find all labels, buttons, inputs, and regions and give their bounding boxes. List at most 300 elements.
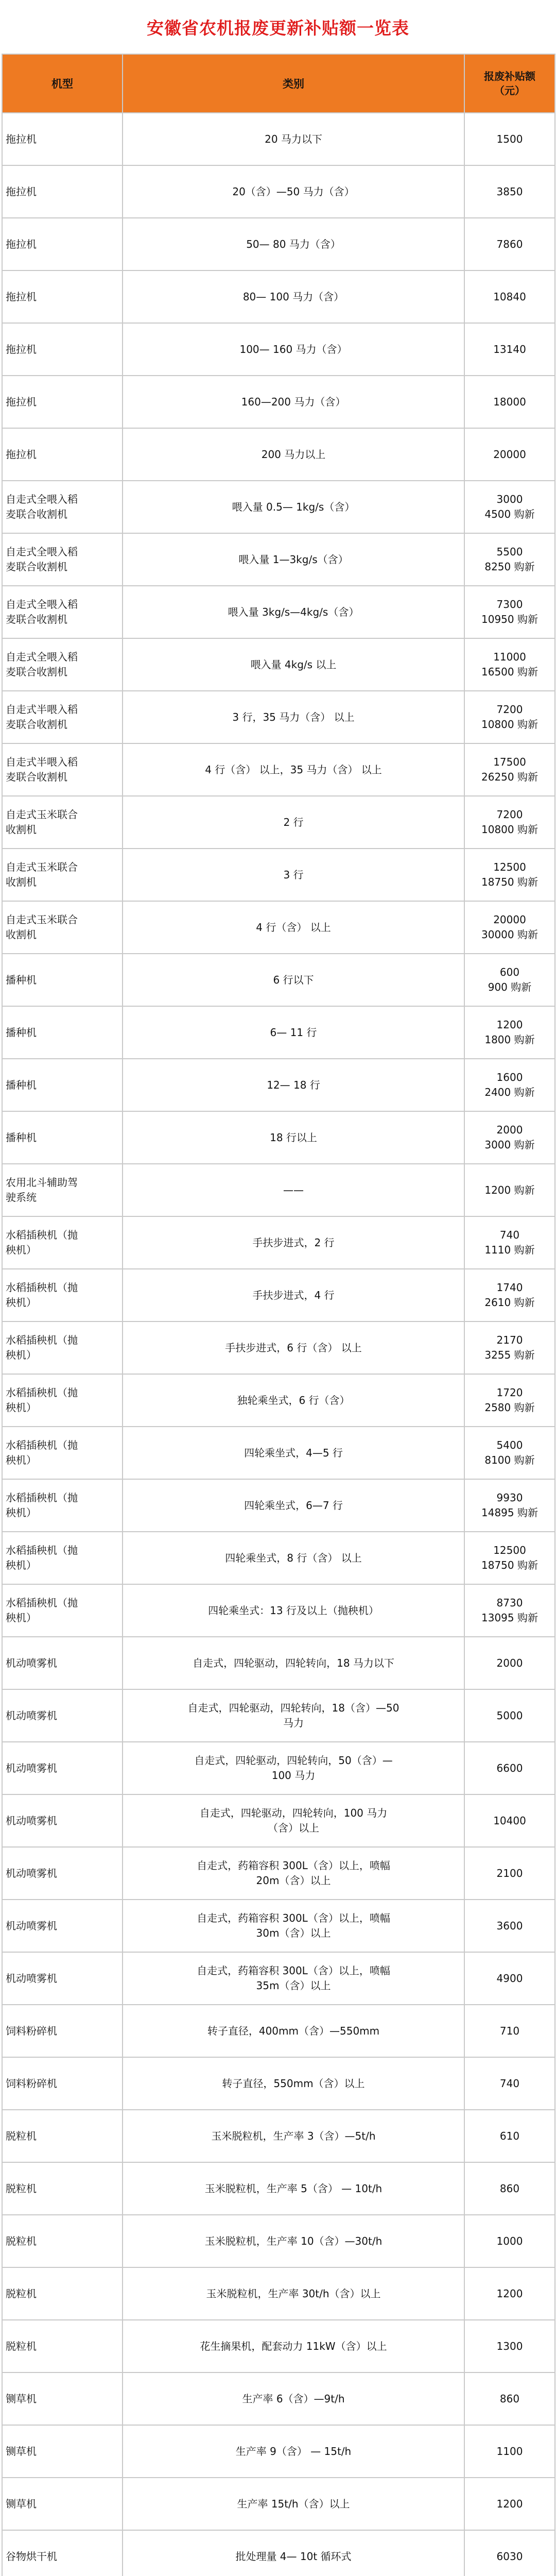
machine-type-cell-text: 脱粒机 xyxy=(6,2182,37,2195)
category-cell xyxy=(123,533,464,586)
subsidy-amount-cell xyxy=(464,1006,555,1059)
subsidy-amount-cell xyxy=(464,270,555,323)
category-cell-text: 生产率 15t/h（含）以上 xyxy=(237,2497,350,2510)
category-cell-text: 160—200 马力（含） xyxy=(241,395,346,408)
category-cell-text: 喂入量 3kg/s—4kg/s（含） xyxy=(228,605,359,618)
subsidy-amount-cell-text: 11000 16500 购新 xyxy=(481,651,538,678)
subsidy-amount-cell-text: 7200 10800 购新 xyxy=(481,703,538,731)
table-row xyxy=(2,2215,555,2267)
category-cell xyxy=(123,2267,464,2320)
table-row xyxy=(2,2530,555,2576)
category-cell xyxy=(123,1216,464,1269)
subsidy-amount-cell xyxy=(464,1952,555,2005)
subsidy-amount-cell xyxy=(464,2005,555,2057)
machine-type-cell xyxy=(2,1532,123,1584)
machine-type-cell-text: 水稻插秧机（抛 秧机） xyxy=(6,1281,78,1309)
category-cell-text: 四轮乘坐式，8 行（含） 以上 xyxy=(225,1551,362,1564)
subsidy-amount-cell xyxy=(464,1164,555,1216)
category-cell xyxy=(123,270,464,323)
category-cell xyxy=(123,1111,464,1164)
machine-type-cell-text: 水稻插秧机（抛 秧机） xyxy=(6,1544,78,1571)
category-cell-text: 喂入量 4kg/s 以上 xyxy=(250,658,337,671)
machine-type-cell xyxy=(2,2320,123,2372)
table-row xyxy=(2,849,555,901)
machine-type-cell xyxy=(2,1374,123,1427)
machine-type-cell-text: 机动喷雾机 xyxy=(6,1867,57,1879)
subsidy-amount-cell-text: 2170 3255 购新 xyxy=(484,1334,535,1361)
table-row xyxy=(2,2320,555,2372)
subsidy-amount-cell-text: 860 xyxy=(499,2182,520,2195)
category-cell-text: 20（含）—50 马力（含） xyxy=(232,185,355,198)
machine-type-cell xyxy=(2,1269,123,1321)
machine-type-cell-text: 拖拉机 xyxy=(6,448,37,461)
category-cell-text: 2 行 xyxy=(283,816,304,828)
subsidy-amount-cell xyxy=(464,113,555,165)
subsidy-amount-cell-text: 7860 xyxy=(496,238,523,250)
category-cell-text: 玉米脱粒机，生产率 10（含）—30t/h xyxy=(204,2234,383,2247)
category-cell-text: —— xyxy=(283,1183,304,1196)
subsidy-amount-cell-text: 1200 xyxy=(496,2287,523,2300)
machine-type-cell-text: 机动喷雾机 xyxy=(6,1972,57,1985)
machine-type-cell-text: 铡草机 xyxy=(6,2392,37,2405)
machine-type-cell xyxy=(2,954,123,1006)
category-cell-text: 四轮乘坐式，6—7 行 xyxy=(244,1499,343,1512)
subsidy-amount-cell-text: 710 xyxy=(499,2024,520,2037)
category-cell xyxy=(123,586,464,638)
category-cell xyxy=(123,1479,464,1532)
subsidy-amount-cell xyxy=(464,1532,555,1584)
subsidy-amount-cell-text: 5500 8250 购新 xyxy=(484,546,535,573)
subsidy-amount-cell-text: 860 xyxy=(499,2392,520,2405)
machine-type-cell-text: 自走式全喂入稻 麦联合收割机 xyxy=(6,598,78,625)
category-cell xyxy=(123,1059,464,1111)
table-row xyxy=(2,1637,555,1689)
machine-type-cell xyxy=(2,1111,123,1164)
machine-type-cell xyxy=(2,691,123,743)
table-row xyxy=(2,954,555,1006)
machine-type-cell xyxy=(2,1321,123,1374)
subsidy-amount-cell xyxy=(464,376,555,428)
category-cell xyxy=(123,323,464,376)
category-cell-text: 玉米脱粒机，生产率 3（含）—5t/h xyxy=(211,2129,376,2142)
table-row xyxy=(2,1847,555,1900)
category-cell-text: 手扶步进式，2 行 xyxy=(252,1236,335,1249)
table-row xyxy=(2,1427,555,1479)
machine-type-cell-text: 播种机 xyxy=(6,973,37,986)
machine-type-cell-text: 拖拉机 xyxy=(6,238,37,250)
subsidy-amount-cell-text: 8730 13095 购新 xyxy=(481,1597,538,1624)
subsidy-amount-cell-text: 1200 购新 xyxy=(484,1183,535,1196)
table-row xyxy=(2,2005,555,2057)
table-row xyxy=(2,1269,555,1321)
category-cell xyxy=(123,1164,464,1216)
category-cell xyxy=(123,1584,464,1637)
category-cell xyxy=(123,638,464,691)
subsidy-amount-cell-text: 12500 18750 购新 xyxy=(481,1544,538,1571)
category-cell-text: 生产率 9（含） — 15t/h xyxy=(235,2445,352,2458)
subsidy-amount-cell xyxy=(464,691,555,743)
subsidy-amount-cell-text: 1200 xyxy=(496,2497,523,2510)
subsidy-amount-cell xyxy=(464,2162,555,2215)
subsidy-amount-cell-text: 2100 xyxy=(496,1867,523,1879)
category-cell xyxy=(123,481,464,533)
machine-type-cell xyxy=(2,2057,123,2110)
category-cell-text: 自走式，药箱容积 300L（含）以上，喷幅 30m（含）以上 xyxy=(197,1912,390,1939)
subsidy-amount-cell-text: 6600 xyxy=(496,1761,523,1774)
subsidy-amount-cell-text: 740 xyxy=(499,2077,520,2090)
machine-type-cell-text: 脱粒机 xyxy=(6,2287,37,2300)
machine-type-cell xyxy=(2,323,123,376)
table-row xyxy=(2,1900,555,1952)
subsidy-amount-cell xyxy=(464,2320,555,2372)
machine-type-cell-text: 铡草机 xyxy=(6,2497,37,2510)
category-cell xyxy=(123,1952,464,2005)
table-header xyxy=(2,54,555,113)
category-cell-text: 手扶步进式，6 行（含） 以上 xyxy=(225,1341,362,1354)
subsidy-amount-cell xyxy=(464,428,555,481)
subsidy-amount-cell xyxy=(464,2057,555,2110)
table-row xyxy=(2,2425,555,2478)
machine-type-cell-text: 脱粒机 xyxy=(6,2340,37,2352)
table-row xyxy=(2,1794,555,1847)
category-cell xyxy=(123,1006,464,1059)
machine-type-cell-text: 农用北斗辅助驾 驶系统 xyxy=(6,1176,78,1204)
category-cell xyxy=(123,113,464,165)
machine-type-cell-text: 自走式玉米联合 收割机 xyxy=(6,861,78,888)
machine-type-cell xyxy=(2,743,123,796)
machine-type-cell-text: 自走式全喂入稻 麦联合收割机 xyxy=(6,493,78,520)
machine-type-cell xyxy=(2,2372,123,2425)
subsidy-table xyxy=(2,54,555,2576)
category-cell-text: 80— 100 马力（含） xyxy=(242,290,344,303)
category-cell xyxy=(123,2530,464,2576)
category-cell xyxy=(123,2005,464,2057)
machine-type-cell-text: 水稻插秧机（抛 秧机） xyxy=(6,1492,78,1519)
category-cell-text: 3 行 xyxy=(283,868,304,881)
subsidy-amount-cell-text: 4900 xyxy=(496,1972,523,1985)
subsidy-amount-cell xyxy=(464,1321,555,1374)
subsidy-amount-cell xyxy=(464,1637,555,1689)
machine-type-cell xyxy=(2,113,123,165)
machine-type-cell xyxy=(2,2530,123,2576)
category-cell-text: 独轮乘坐式，6 行（含） xyxy=(237,1394,350,1406)
machine-type-cell xyxy=(2,2478,123,2530)
subsidy-amount-cell xyxy=(464,796,555,849)
table-row xyxy=(2,2478,555,2530)
category-cell-text: 4 行（含） 以上，35 马力（含） 以上 xyxy=(205,763,382,776)
subsidy-amount-cell-text: 10400 xyxy=(493,1814,526,1827)
category-cell xyxy=(123,796,464,849)
category-cell xyxy=(123,1321,464,1374)
machine-type-cell xyxy=(2,1847,123,1900)
machine-type-cell xyxy=(2,1794,123,1847)
subsidy-amount-cell xyxy=(464,743,555,796)
subsidy-amount-cell xyxy=(464,638,555,691)
subsidy-amount-cell-text: 10840 xyxy=(493,290,526,303)
machine-type-cell xyxy=(2,901,123,954)
category-cell-text: 自走式，四轮驱动，四轮转向，100 马力 （含）以上 xyxy=(199,1807,388,1834)
subsidy-amount-cell xyxy=(464,218,555,270)
subsidy-amount-cell xyxy=(464,1111,555,1164)
subsidy-amount-cell xyxy=(464,323,555,376)
category-cell-text: 四轮乘坐式，4—5 行 xyxy=(244,1446,343,1459)
table-row xyxy=(2,218,555,270)
subsidy-amount-cell-text: 20000 xyxy=(493,448,526,461)
subsidy-amount-cell-text: 17500 26250 购新 xyxy=(481,756,538,783)
machine-type-cell xyxy=(2,533,123,586)
page-title: 安徽省农机报废更新补贴额一览表 xyxy=(147,18,409,38)
subsidy-amount-cell xyxy=(464,586,555,638)
table-row xyxy=(2,1584,555,1637)
category-cell-text: 手扶步进式，4 行 xyxy=(252,1289,335,1301)
machine-type-cell-text: 自走式玉米联合 收割机 xyxy=(6,808,78,836)
subsidy-amount-cell-text: 3000 4500 购新 xyxy=(484,493,535,520)
machine-type-cell-text: 拖拉机 xyxy=(6,343,37,355)
subsidy-amount-cell xyxy=(464,1584,555,1637)
category-cell xyxy=(123,1689,464,1742)
subsidy-amount-cell xyxy=(464,2425,555,2478)
machine-type-cell xyxy=(2,586,123,638)
category-cell xyxy=(123,743,464,796)
table-row xyxy=(2,1374,555,1427)
category-cell xyxy=(123,1637,464,1689)
subsidy-amount-cell-text: 1740 2610 购新 xyxy=(484,1281,535,1309)
category-cell-text: 自走式，四轮驱动，四轮转向，50（含）— 100 马力 xyxy=(194,1754,393,1782)
category-cell xyxy=(123,2215,464,2267)
machine-type-cell xyxy=(2,638,123,691)
category-cell xyxy=(123,1374,464,1427)
category-cell-text: 18 行以上 xyxy=(270,1131,317,1144)
category-cell-text: 自走式，药箱容积 300L（含）以上，喷幅 20m（含）以上 xyxy=(197,1859,390,1887)
machine-type-cell-text: 自走式玉米联合 收割机 xyxy=(6,913,78,941)
column-header-amount: 报废补贴额 （元） xyxy=(464,54,555,113)
subsidy-amount-cell-text: 1000 xyxy=(496,2234,523,2247)
category-cell-text: 100— 160 马力（含） xyxy=(239,343,348,355)
machine-type-cell xyxy=(2,428,123,481)
category-cell-text: 200 马力以上 xyxy=(261,448,326,461)
category-cell xyxy=(123,849,464,901)
machine-type-cell xyxy=(2,1689,123,1742)
subsidy-amount-cell xyxy=(464,1479,555,1532)
subsidy-amount-cell-text: 1720 2580 购新 xyxy=(484,1386,535,1414)
subsidy-amount-cell xyxy=(464,901,555,954)
machine-type-cell-text: 水稻插秧机（抛 秧机） xyxy=(6,1229,78,1256)
machine-type-cell xyxy=(2,2425,123,2478)
category-cell-text: 自走式，四轮驱动，四轮转向，18（含）—50 马力 xyxy=(187,1702,399,1729)
table-row xyxy=(2,743,555,796)
category-cell-text: 玉米脱粒机，生产率 5（含） — 10t/h xyxy=(204,2182,383,2195)
category-cell-text: 自走式，药箱容积 300L（含）以上，喷幅 35m（含）以上 xyxy=(197,1964,390,1992)
subsidy-amount-cell xyxy=(464,165,555,218)
table-row xyxy=(2,1952,555,2005)
subsidy-amount-cell xyxy=(464,1374,555,1427)
header-row xyxy=(2,54,555,113)
machine-type-cell-text: 机动喷雾机 xyxy=(6,1919,57,1932)
machine-type-cell-text: 脱粒机 xyxy=(6,2234,37,2247)
machine-type-cell-text: 自走式全喂入稻 麦联合收割机 xyxy=(6,546,78,573)
machine-type-cell xyxy=(2,376,123,428)
subsidy-amount-cell-text: 2000 xyxy=(496,1656,523,1669)
category-cell-text: 玉米脱粒机，生产率 30t/h（含）以上 xyxy=(206,2287,381,2300)
category-cell xyxy=(123,376,464,428)
subsidy-amount-cell-text: 1100 xyxy=(496,2445,523,2458)
subsidy-amount-cell-text: 7300 10950 购新 xyxy=(481,598,538,625)
subsidy-amount-cell xyxy=(464,2215,555,2267)
machine-type-cell xyxy=(2,2215,123,2267)
table-row xyxy=(2,638,555,691)
category-cell-text: 生产率 6（含）—9t/h xyxy=(242,2392,345,2405)
category-cell xyxy=(123,1532,464,1584)
subsidy-amount-cell-text: 2000 3000 购新 xyxy=(484,1124,535,1151)
subsidy-amount-cell xyxy=(464,954,555,1006)
table-row xyxy=(2,1216,555,1269)
category-cell-text: 自走式，四轮驱动，四轮转向，18 马力以下 xyxy=(193,1656,394,1669)
subsidy-amount-cell-text: 1200 1800 购新 xyxy=(484,1019,535,1046)
subsidy-amount-cell xyxy=(464,2267,555,2320)
category-cell-text: 花生摘果机，配套动力 11kW（含）以上 xyxy=(200,2340,387,2352)
category-cell xyxy=(123,901,464,954)
subsidy-amount-cell-text: 13140 xyxy=(493,343,526,355)
category-cell xyxy=(123,1269,464,1321)
table-row xyxy=(2,901,555,954)
machine-type-cell-text: 水稻插秧机（抛 秧机） xyxy=(6,1334,78,1361)
table-row xyxy=(2,2057,555,2110)
subsidy-amount-cell-text: 3850 xyxy=(496,185,523,198)
category-cell-text: 12— 18 行 xyxy=(267,1078,320,1091)
subsidy-amount-cell xyxy=(464,849,555,901)
subsidy-amount-cell-text: 6030 xyxy=(496,2550,523,2563)
table-row xyxy=(2,1479,555,1532)
machine-type-cell-text: 机动喷雾机 xyxy=(6,1656,57,1669)
table-row xyxy=(2,1532,555,1584)
category-cell xyxy=(123,954,464,1006)
category-cell xyxy=(123,218,464,270)
category-cell xyxy=(123,1427,464,1479)
subsidy-amount-cell xyxy=(464,1847,555,1900)
subsidy-amount-cell-text: 12500 18750 购新 xyxy=(481,861,538,888)
table-row xyxy=(2,1689,555,1742)
machine-type-cell-text: 自走式全喂入稻 麦联合收割机 xyxy=(6,651,78,678)
subsidy-amount-cell xyxy=(464,1216,555,1269)
table-row xyxy=(2,691,555,743)
machine-type-cell xyxy=(2,1427,123,1479)
category-cell xyxy=(123,1794,464,1847)
subsidy-amount-cell xyxy=(464,1689,555,1742)
machine-type-cell-text: 机动喷雾机 xyxy=(6,1761,57,1774)
machine-type-cell xyxy=(2,1742,123,1794)
machine-type-cell-text: 脱粒机 xyxy=(6,2129,37,2142)
machine-type-cell xyxy=(2,270,123,323)
category-cell xyxy=(123,165,464,218)
category-cell xyxy=(123,2425,464,2478)
category-cell-text: 50— 80 马力（含） xyxy=(246,238,341,250)
machine-type-cell-text: 播种机 xyxy=(6,1131,37,1144)
category-cell xyxy=(123,2057,464,2110)
subsidy-amount-cell xyxy=(464,2478,555,2530)
machine-type-cell xyxy=(2,218,123,270)
subsidy-amount-cell xyxy=(464,2530,555,2576)
table-row xyxy=(2,533,555,586)
machine-type-cell xyxy=(2,1164,123,1216)
machine-type-cell-text: 饲料粉碎机 xyxy=(6,2077,57,2090)
table-row xyxy=(2,113,555,165)
subsidy-amount-cell-text: 600 900 购新 xyxy=(488,966,532,993)
machine-type-cell xyxy=(2,1006,123,1059)
subsidy-amount-cell-text: 9930 14895 购新 xyxy=(481,1492,538,1519)
machine-type-cell xyxy=(2,1900,123,1952)
category-cell xyxy=(123,2162,464,2215)
subsidy-amount-cell-text: 7200 10800 购新 xyxy=(481,808,538,836)
machine-type-cell xyxy=(2,849,123,901)
subsidy-amount-cell xyxy=(464,1900,555,1952)
table-row xyxy=(2,428,555,481)
subsidy-amount-cell xyxy=(464,1269,555,1321)
machine-type-cell-text: 播种机 xyxy=(6,1078,37,1091)
subsidy-amount-cell xyxy=(464,2110,555,2162)
machine-type-cell xyxy=(2,1216,123,1269)
subsidy-amount-cell-text: 1600 2400 购新 xyxy=(484,1071,535,1098)
table-row xyxy=(2,1164,555,1216)
table-row xyxy=(2,1111,555,1164)
table-row xyxy=(2,481,555,533)
machine-type-cell xyxy=(2,165,123,218)
table-row xyxy=(2,796,555,849)
category-cell xyxy=(123,1742,464,1794)
category-cell-text: 6— 11 行 xyxy=(270,1026,317,1039)
table-row xyxy=(2,165,555,218)
machine-type-cell xyxy=(2,481,123,533)
category-cell xyxy=(123,1900,464,1952)
machine-type-cell-text: 水稻插秧机（抛 秧机） xyxy=(6,1439,78,1466)
machine-type-cell-text: 拖拉机 xyxy=(6,132,37,145)
subsidy-amount-cell xyxy=(464,1059,555,1111)
table-row xyxy=(2,270,555,323)
subsidy-amount-cell-text: 740 1110 购新 xyxy=(484,1229,535,1256)
machine-type-cell-text: 水稻插秧机（抛 秧机） xyxy=(6,1386,78,1414)
machine-type-cell xyxy=(2,2110,123,2162)
subsidy-amount-cell xyxy=(464,2372,555,2425)
machine-type-cell-text: 拖拉机 xyxy=(6,290,37,303)
category-cell-text: 四轮乘坐式：13 行及以上（抛秧机） xyxy=(208,1604,379,1617)
category-cell xyxy=(123,428,464,481)
category-cell xyxy=(123,691,464,743)
machine-type-cell xyxy=(2,1952,123,2005)
column-header-type: 机型 xyxy=(2,54,123,113)
subsidy-amount-cell xyxy=(464,481,555,533)
subsidy-amount-cell-text: 3600 xyxy=(496,1919,523,1932)
machine-type-cell xyxy=(2,1479,123,1532)
table-row xyxy=(2,586,555,638)
table-row xyxy=(2,1742,555,1794)
machine-type-cell xyxy=(2,2005,123,2057)
machine-type-cell-text: 自走式半喂入稻 麦联合收割机 xyxy=(6,756,78,783)
table-row xyxy=(2,1006,555,1059)
category-cell-text: 喂入量 0.5— 1kg/s（含） xyxy=(232,500,355,513)
table-row xyxy=(2,1059,555,1111)
category-cell-text: 批处理量 4— 10t 循环式 xyxy=(235,2550,352,2563)
machine-type-cell xyxy=(2,796,123,849)
table-row xyxy=(2,2110,555,2162)
subsidy-amount-cell xyxy=(464,1427,555,1479)
table-body xyxy=(2,113,555,2576)
table-row xyxy=(2,2267,555,2320)
category-cell xyxy=(123,1847,464,1900)
subsidy-amount-cell xyxy=(464,1742,555,1794)
column-header-category: 类别 xyxy=(123,54,464,113)
table-row xyxy=(2,2372,555,2425)
table-row xyxy=(2,1321,555,1374)
category-cell xyxy=(123,2372,464,2425)
